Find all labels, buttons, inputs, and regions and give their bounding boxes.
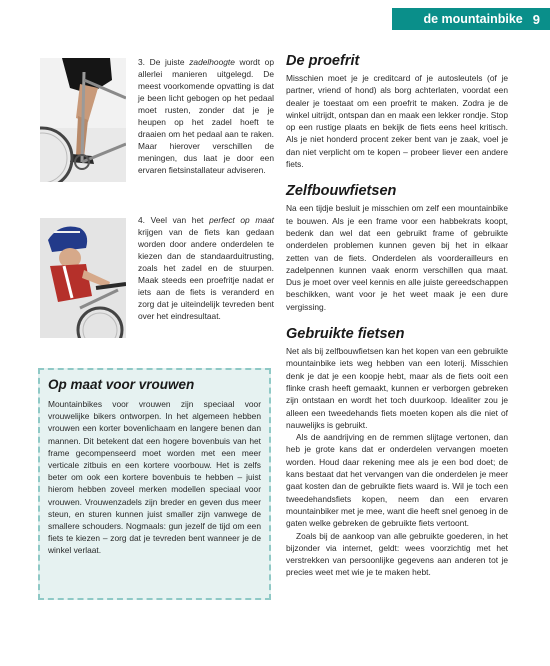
caption-custom-fit — [138, 214, 274, 322]
page-number: 9 — [532, 11, 540, 27]
paragraph: Als de aandrijving en de remmen slijtage vertonen, dan heb je grote kans dat er onderdelen vervangen moeten worden. Houd daar rekening mee als je een bod doet; de kans bestaat dat het vervangen van die onderdelen je meer gaat kosten dan de gebruikte fiets waard is. Wil je toch een tweedehandsfiets kopen, neem dan een ervaren mountainbiker met je mee, want die heeft snel genoeg in de gaten welke gebreken de gebruikte fiets vertoont. — [286, 432, 508, 529]
section-heading-used-bikes: Gebruikte fietsen — [286, 326, 405, 343]
paragraph: Na een tijdje besluit je misschien om zelf een mountainbike te bouwen. Als je een frame voor een habbekrats koopt, bedenk dan wel dat een gebruikt frame of gebruikte onderdelen problemen kunnen geven bij het in elkaar zetten van de fiets. Onderdelen als voorderailleurs en zadelpennen kunnen vaak enorm verschillen qua maat. Dus je moet over veel kennis en alle juiste gereedschappen beschikken, want voor je het weet maak je een dure vergissing. — [286, 203, 508, 312]
custom-fit-photo — [40, 218, 126, 338]
section-heading-self-build: Zelfbouwfietsen — [286, 183, 397, 200]
saddle-height-photo — [40, 58, 126, 182]
caption-text: krijgen van de fiets kan gedaan worden door andere onderdelen te kiezen dan de standaarduitrusting, zoals het zadel en de stuurpen. Maak steeds een proefritje nadat er iets aan de fiets is veranderd en zorg dat je uiteindelijk tevreden bent over het eindresultaat. — [138, 227, 274, 321]
sidebar-text: Mountainbikes voor vrouwen zijn speciaal voor vrouwelijke bikers ontworpen. In het algemeen hebben vrouwen een korter bovenlichaam en langere benen dan mannen. Dit betekent dat een hogere bovenbuis van het frame gecompenseerd moet worden met een meer verticale zitbuis en een kortere voorbouw. Het is zelfs beter om ook een kortere bovenbuis te hebben – juist hierom hebben zoveel merken modellen speciaal voor vrouwen. Vrouwenzadels zijn breder en geven dus meer steun, en sturen kunnen juist smaller zijn vanwege de smallere schouders. Nogmaals: gun jezelf de tijd om een fiets te kiezen – zorg dat je tevreden bent wanneer je de winkel verlaat. — [48, 399, 261, 556]
caption-saddle-height — [138, 56, 274, 176]
page-header — [0, 0, 550, 32]
caption-text: 4. Veel van het — [138, 215, 210, 225]
main-column — [286, 50, 508, 579]
cyclist-legs-icon — [40, 58, 126, 182]
caption-text: 3. De juiste — [138, 57, 190, 67]
cyclist-helmet-icon — [40, 218, 126, 338]
caption-text: wordt op allerlei manieren uitgelegd. De meest voorkomende opvatting is dat je been licht gebogen op het pedaal moet rusten, zonder dat je je heupen op het zadel hoeft te draaien om het pedaal aan te raken. Maar hierover verschillen de meningen, dus laat je door een ervaren fietsinstallateur adviseren. — [138, 57, 274, 175]
caption-emphasis: perfect op maat — [209, 215, 274, 225]
caption-emphasis: zadelhoogte — [189, 57, 235, 67]
women-fit-sidebar — [38, 368, 271, 600]
paragraph: Misschien moet je je creditcard of je autosleutels (of je partner, vriend of hond) als borg achterlaten, voordat een dealer je toestaat om een proefrit te maken. Zodra je de winkel uitrijdt, ontspan dan en maak een lekker rondje. Stop op een rustige plaats en bekijk de fiets eens heel kritisch. Als je niet honderd procent zeker bent van je zaak, voel je dan niet verplicht om te kopen – probeer liever een andere fiets. — [286, 73, 508, 170]
sidebar-heading: Op maat voor vrouwen — [48, 377, 195, 392]
section-heading-test-ride: De proefrit — [286, 53, 360, 69]
paragraph: Net als bij zelfbouwfietsen kan het kopen van een gebruikte mountainbike iets weg hebben van een loterij. Misschien denk je dat je een koopje hebt, maar als de fiets ooit een flinke crash heeft gemaakt, kunnen er verborgen gebreken zijn ontstaan en wordt het toch duurkoop. Idealiter zou je alleen een tweedehands fiets moeten kopen als die niet of nauwelijks is gebruikt. — [286, 346, 508, 430]
header-bar — [392, 8, 550, 30]
paragraph: Zoals bij de aankoop van alle gebruikte goederen, in het bijzonder via internet, geldt: wees voorzichtig met het verstrekken van persoonlijke gegevens aan anderen tot je precies weet met wie je te maken hebt. — [286, 530, 508, 578]
chapter-title: de mountainbike — [423, 12, 523, 26]
